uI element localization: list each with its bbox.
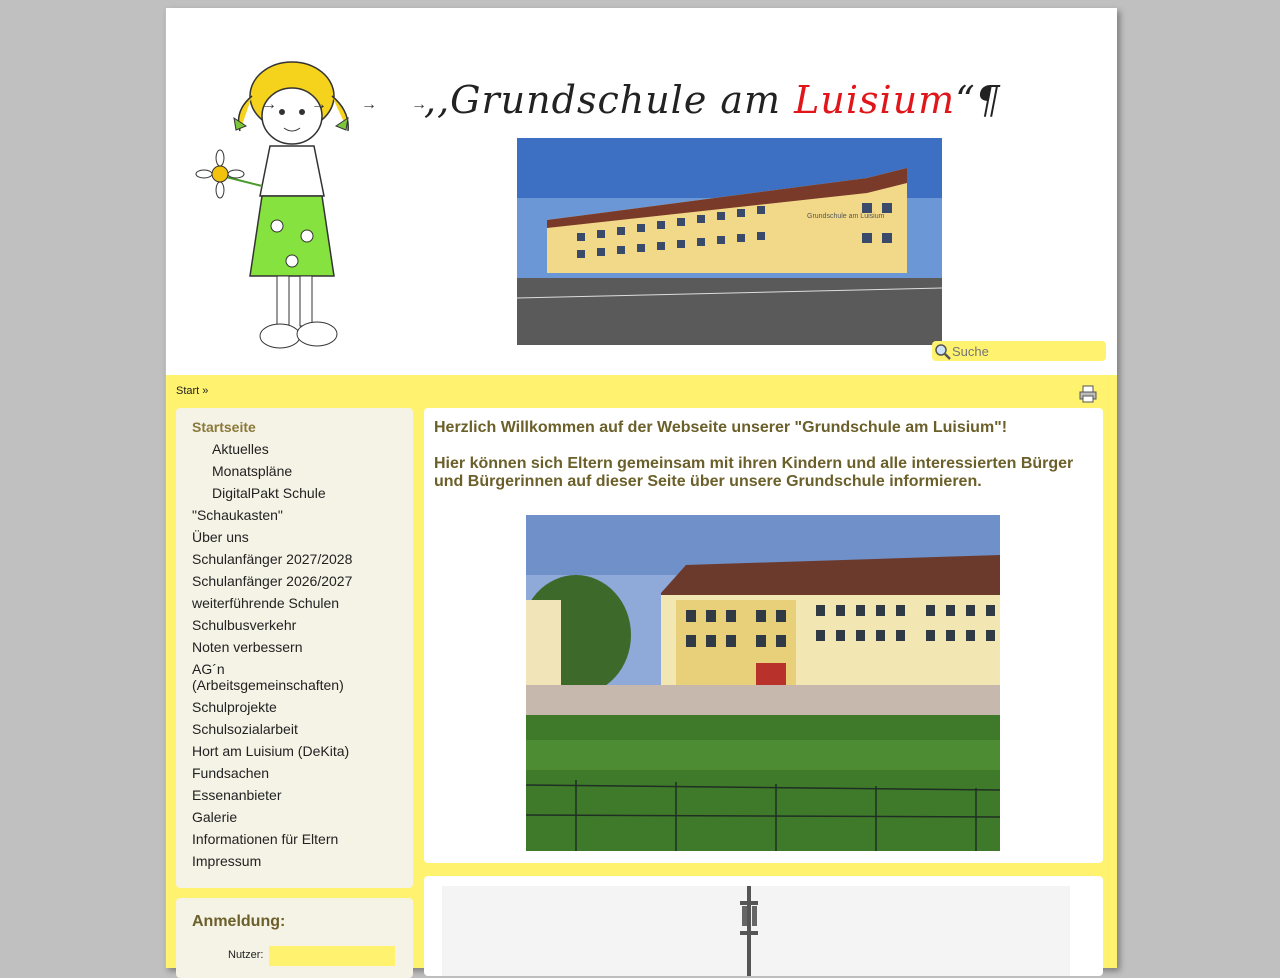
nav-item-aktuelles[interactable]: Aktuelles [212,441,269,457]
school-building-header-photo [517,138,942,345]
nav-item-noten-verbessern[interactable]: Noten verbessern [192,639,303,655]
nav-item-informationen-eltern[interactable]: Informationen für Eltern [192,831,339,847]
nav-item-fundsachen[interactable]: Fundsachen [192,765,270,781]
nav-item-startseite[interactable]: Startseite [192,419,256,435]
nav-item-impressum[interactable]: Impressum [192,853,262,869]
site-title-suffix: “¶ [955,78,1001,122]
welcome-heading: Herzlich Willkommen auf der Webseite unserer "Grundschule am Luisium"! [434,419,1008,436]
nav-item-schulprojekte[interactable]: Schulprojekte [192,699,277,715]
breadcrumb[interactable]: Start » [176,385,209,397]
login-title: Anmeldung: [192,913,286,930]
search-box[interactable] [932,341,1106,361]
nav-item-schulsozialarbeit[interactable]: Schulsozialarbeit [192,721,298,737]
page-container [165,8,1117,968]
site-title-prefix: ,,Grundschule am [424,78,795,122]
site-title-highlight: Luisium [794,78,956,122]
school-building-photo [526,515,1000,851]
nav-item-schulanfaenger-2027[interactable]: Schulanfänger 2027/2028 [192,551,353,567]
decorative-arrows: →→→→ [261,96,461,113]
nav-item-arbeitsgemeinschaften[interactable]: AG´n (Arbeitsgemeinschaften) [192,661,344,693]
nav-item-hort[interactable]: Hort am Luisium (DeKita) [192,743,350,759]
nav-item-schulanfaenger-2026[interactable]: Schulanfänger 2026/2027 [192,573,353,589]
search-icon[interactable] [934,343,951,360]
nav-item-schaukasten[interactable]: "Schaukasten" [192,507,283,523]
school-mascot-girl-illustration [182,36,372,366]
login-box [176,898,413,978]
nav-item-essenanbieter[interactable]: Essenanbieter [192,787,282,803]
nav-item-schulbusverkehr[interactable]: Schulbusverkehr [192,617,297,633]
site-title [424,78,1001,122]
antenna-mast-photo [442,886,1070,976]
building-sign-text: Grundschule am Luisium [807,213,885,220]
username-input[interactable] [269,946,395,966]
username-label: Nutzer: [228,949,264,961]
nav-item-digitalpakt[interactable]: DigitalPakt Schule [212,485,326,501]
secondary-content [424,876,1103,976]
nav-item-monatsplaene[interactable]: Monatspläne [212,463,293,479]
nav-item-galerie[interactable]: Galerie [192,809,238,825]
sidebar-navigation [176,408,413,888]
nav-item-weiterfuehrende-schulen[interactable]: weiterführende Schulen [192,595,340,611]
print-icon[interactable] [1079,385,1097,403]
main-content [424,408,1103,863]
header [166,8,1117,375]
intro-text: Hier können sich Eltern gemeinsam mit ihren Kindern und alle interessierten Bürger und Bürgerinnen auf dieser Seite über unsere Grundschule informieren. [434,455,1074,490]
search-input[interactable] [952,342,1102,360]
nav-item-ueber-uns[interactable]: Über uns [192,529,249,545]
